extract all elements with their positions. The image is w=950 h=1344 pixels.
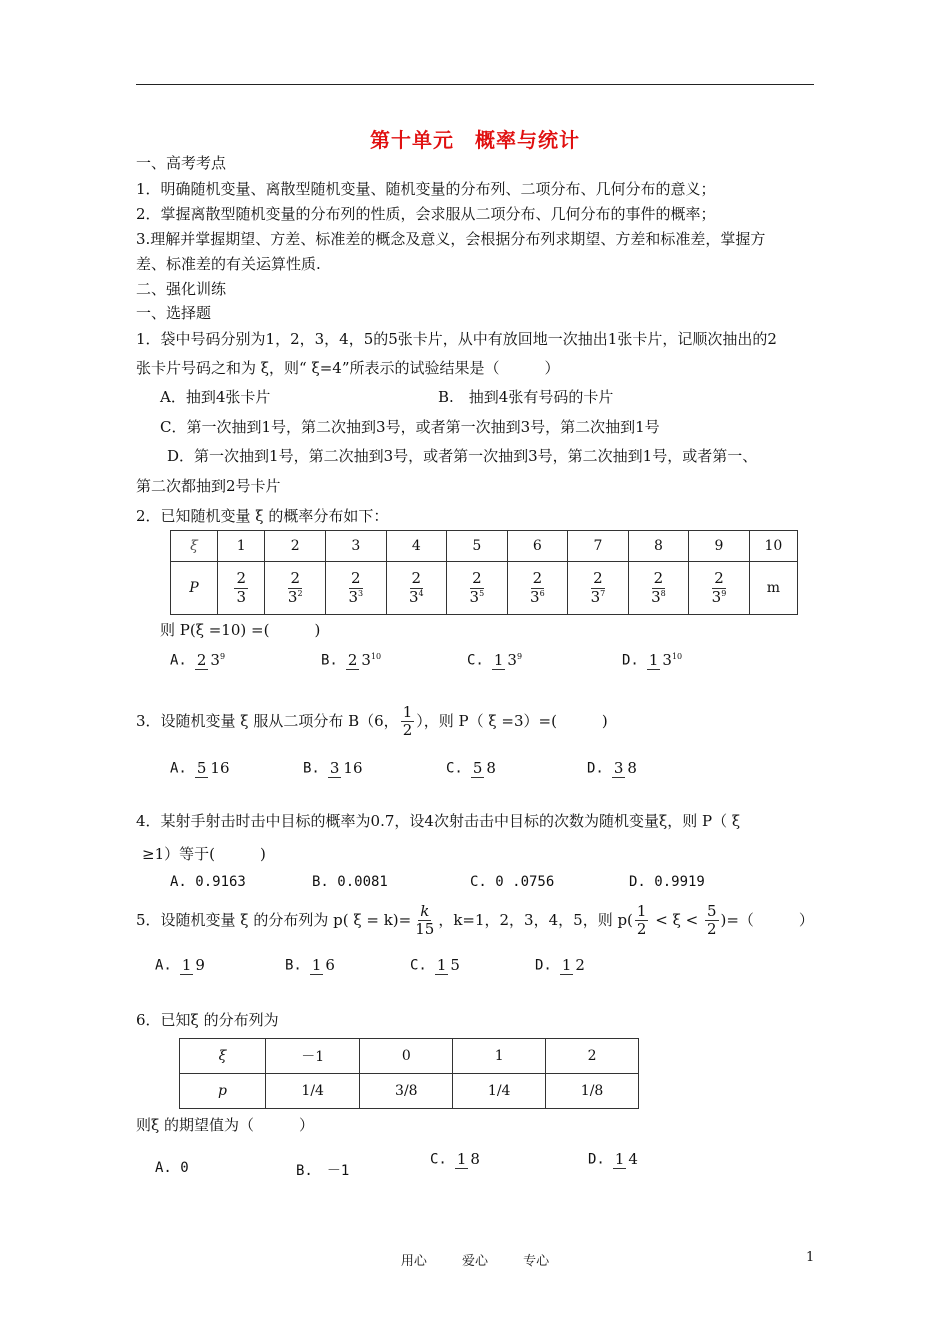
- q1-stem-cont: 张卡片号码之和为 ξ，则“ ξ=4”所表示的试验结果是（ ）: [136, 359, 560, 377]
- q2-option-b: B. 2 $3^{10}$: [321, 651, 382, 669]
- table-cell: 3/8: [360, 1074, 453, 1109]
- q6-question: 则ξ 的期望值为（ ）: [136, 1116, 315, 1134]
- q1-option-a: A．抽到4张卡片: [160, 388, 271, 406]
- q4-stem: 4．某射手射击时击中目标的概率为0.7，设4次射击击中目标的次数为随机变量ξ，则 P（ ξ: [136, 812, 741, 830]
- q6-option-a: A. 0: [155, 1160, 189, 1176]
- page-footer: 用心 爱心 专心: [400, 1254, 550, 1269]
- table-cell: 1/4: [266, 1074, 360, 1109]
- point-2: 2．掌握离散型随机变量的分布列的性质，会求服从二项分布、几何分布的事件的概率；: [136, 205, 716, 223]
- q2-distribution-table: [170, 530, 798, 615]
- q6-distribution-table: [179, 1038, 639, 1109]
- q6-stem: 6．已知ξ 的分布列为: [136, 1011, 279, 1029]
- table-row: [171, 531, 798, 562]
- q5-option-d: D. 1 2: [535, 956, 585, 974]
- table-row: [180, 1039, 639, 1074]
- q4-stem-cont: ≥1）等于( ): [142, 845, 266, 863]
- table-row: [171, 562, 798, 615]
- table-cell: $\frac{2}{3^9}$: [689, 562, 750, 615]
- table-header-xi: ξ: [171, 531, 218, 562]
- q4-option-c: C. 0 .0756: [470, 874, 555, 890]
- point-1: 1．明确随机变量、离散型随机变量、随机变量的分布列、二项分布、几何分布的意义；: [136, 180, 716, 198]
- q2-option-a: A. 2 $3^9$: [170, 651, 226, 669]
- section-heading: 一、高考考点: [136, 154, 227, 172]
- table-cell: m: [749, 562, 797, 615]
- table-cell: 1: [453, 1039, 546, 1074]
- table-cell: $\frac{2}{3^4}$: [386, 562, 447, 615]
- q1-option-d-cont: 第二次都抽到2号卡片: [136, 477, 281, 495]
- q4-option-d: D. 0.9919: [629, 874, 705, 890]
- table-cell: $\frac{2}{3^2}$: [265, 562, 326, 615]
- q1-option-d: D．第一次抽到1号，第二次抽到3号，或者第一次抽到3号，第二次抽到1号，或者第一、: [167, 447, 758, 465]
- q2-stem: 2．已知随机变量 ξ 的概率分布如下：: [136, 507, 389, 525]
- q4-option-a: A. 0.9163: [170, 874, 246, 890]
- page-title: 第十单元 概率与统计: [370, 128, 580, 152]
- q3-stem: 3．设随机变量 ξ 服从二项分布 B（6， $\frac{1}{2}$ ），则 P（ ξ =3）=( ): [136, 703, 608, 740]
- table-cell: 1/4: [453, 1074, 546, 1109]
- table-cell: 2: [546, 1039, 639, 1074]
- table-cell: $\frac{2}{3^6}$: [507, 562, 568, 615]
- q2-option-d: D. 1 $3^{10}$: [622, 651, 683, 669]
- q1-option-b: B. 抽到4张有号码的卡片: [438, 388, 614, 406]
- table-row: [180, 1074, 639, 1109]
- table-cell: 1/8: [546, 1074, 639, 1109]
- table-cell: 10: [749, 531, 797, 562]
- q2-option-c: C. 1 $3^9$: [467, 651, 523, 669]
- q5-option-b: B. 1 6: [285, 956, 335, 974]
- table-header-p: p: [180, 1074, 266, 1109]
- table-cell: 5: [447, 531, 508, 562]
- table-cell: $\frac{2}{3^3}$: [326, 562, 387, 615]
- q3-option-c: C. 5 8: [446, 759, 496, 777]
- q3-option-d: D. 3 8: [587, 759, 637, 777]
- table-header-xi: ξ: [180, 1039, 266, 1074]
- section-heading: 二、强化训练: [136, 280, 227, 298]
- table-cell: 1: [218, 531, 265, 562]
- q4-option-b: B. 0.0081: [312, 874, 388, 890]
- table-header-p: P: [171, 562, 218, 615]
- table-cell: 9: [689, 531, 750, 562]
- q5-option-c: C. 1 5: [410, 956, 460, 974]
- table-cell: $\frac{2}{3}$: [218, 562, 265, 615]
- q5-stem: 5．设随机变量 ξ 的分布列为 p( ξ = k)= $\frac{k}{15}$ ，k=1，2，3，4，5，则 p( $\frac{1}{2}$ < ξ < $\frac{5}{2}$ )=（ ）: [136, 902, 814, 939]
- table-cell: 8: [628, 531, 689, 562]
- q6-option-d: D. 1 4: [588, 1150, 638, 1168]
- q6-option-c: C. 1 8: [430, 1150, 480, 1168]
- q1-option-c: C．第一次抽到1号，第二次抽到3号，或者第一次抽到3号，第二次抽到1号: [160, 418, 660, 436]
- table-cell: $\frac{2}{3^8}$: [628, 562, 689, 615]
- table-cell: 3: [326, 531, 387, 562]
- table-cell: 6: [507, 531, 568, 562]
- table-cell: 2: [265, 531, 326, 562]
- section-heading: 一、选择题: [136, 304, 212, 322]
- q5-option-a: A. 1 9: [155, 956, 205, 974]
- q6-option-b: B. －1: [296, 1163, 350, 1179]
- q3-option-a: A. 5 16: [170, 759, 230, 777]
- point-3-cont: 差、标准差的有关运算性质.: [136, 255, 321, 273]
- q3-option-b: B. 3 16: [303, 759, 363, 777]
- header-rule: [136, 84, 814, 85]
- table-cell: 0: [360, 1039, 453, 1074]
- q2-question: 则 P(ξ =10) =( ): [160, 621, 321, 639]
- point-3: 3.理解并掌握期望、方差、标准差的概念及意义，会根据分布列求期望、方差和标准差，掌握方: [136, 230, 766, 248]
- page-number: 1: [806, 1250, 815, 1265]
- table-cell: －1: [266, 1039, 360, 1074]
- q1-stem: 1．袋中号码分别为1，2，3，4，5的5张卡片，从中有放回地一次抽出1张卡片，记顺次抽出的2: [136, 330, 777, 348]
- table-cell: 7: [568, 531, 629, 562]
- table-cell: 4: [386, 531, 447, 562]
- table-cell: $\frac{2}{3^7}$: [568, 562, 629, 615]
- table-cell: $\frac{2}{3^5}$: [447, 562, 508, 615]
